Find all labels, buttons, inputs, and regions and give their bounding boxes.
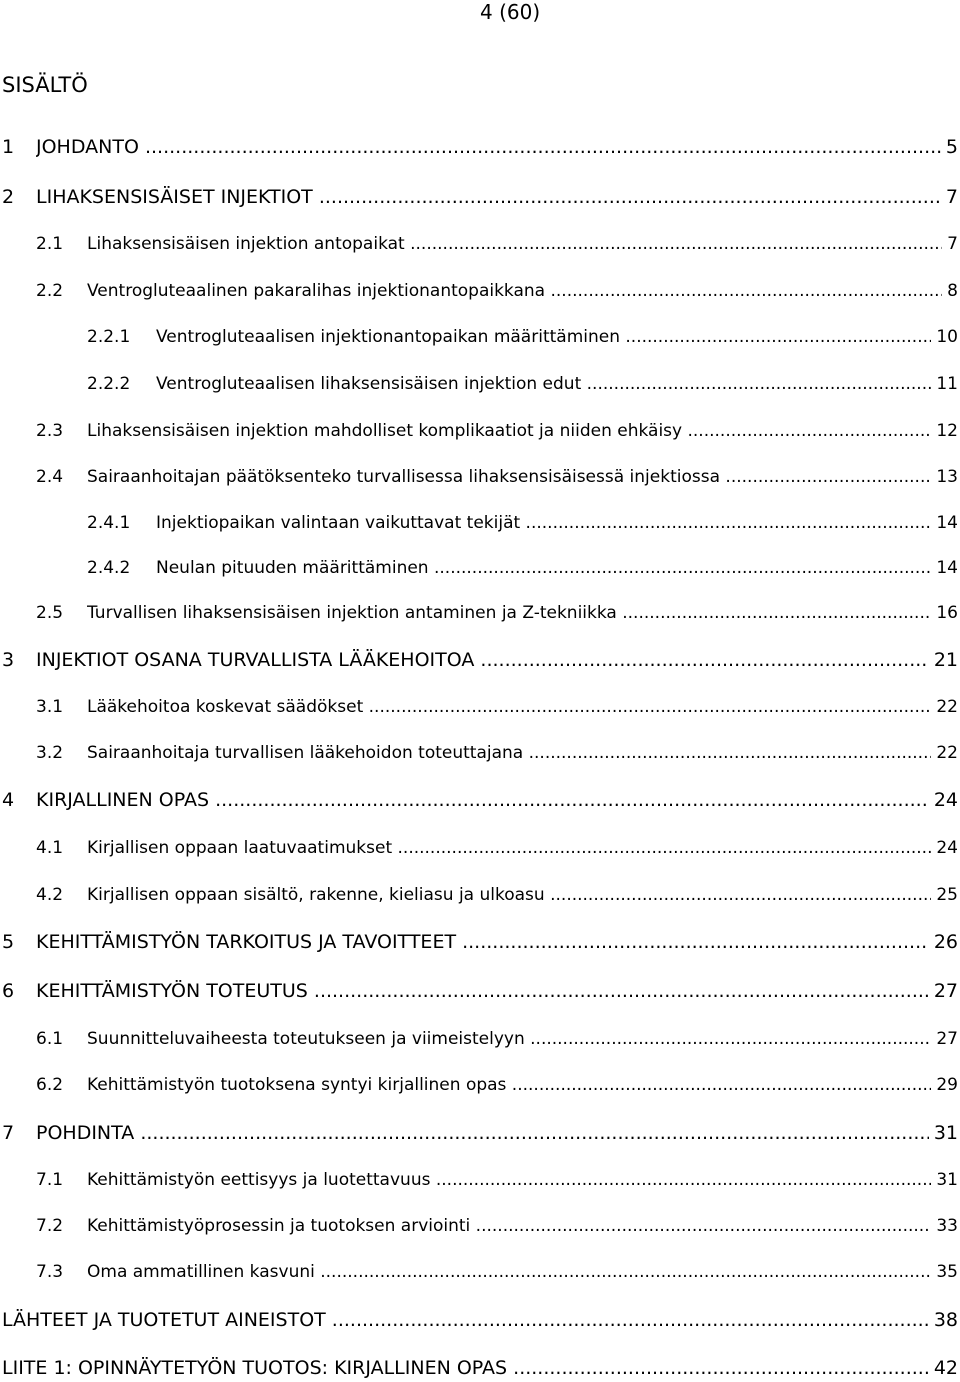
toc-entry[interactable] <box>0 417 958 445</box>
toc-entry-number: 6 <box>2 980 15 1002</box>
toc-entry[interactable] <box>0 1258 958 1286</box>
toc-entry-title: JOHDANTO ..... <box>36 133 958 161</box>
toc-entry[interactable] <box>0 323 958 351</box>
toc-entry[interactable] <box>0 183 958 211</box>
toc-entry-page: 13 <box>931 463 958 491</box>
toc-entry-page: 24 <box>931 834 958 862</box>
toc-entry[interactable] <box>0 834 958 862</box>
toc-entry-page: 27 <box>929 977 958 1005</box>
toc-entry-page: 14 <box>931 509 958 537</box>
toc-entry-title: Lihaksensisäisen injektion mahdolliset komplikaatiot ja niiden ehkäisy ..... <box>87 417 958 445</box>
toc-entry-title: Ventrogluteaalisen injektionantopaikan määrittäminen ..... <box>156 323 958 351</box>
toc-entry[interactable] <box>0 928 958 956</box>
toc-entry-title: Kehittämistyöprosessin ja tuotoksen arviointi ..... <box>87 1212 958 1240</box>
toc-entry-page: 14 <box>931 554 958 582</box>
toc-entry-page: 38 <box>929 1306 958 1334</box>
toc-entry-page: 31 <box>931 1166 958 1194</box>
toc-entry-number: 2.2 <box>36 281 64 301</box>
toc-entry-page: 7 <box>941 183 958 211</box>
toc-entry-page: 5 <box>941 133 958 161</box>
toc-entry-title: Turvallisen lihaksensisäisen injektion antaminen ja Z-tekniikka ..... <box>87 599 958 627</box>
toc-entry-page: 22 <box>931 739 958 767</box>
toc-entry-page: 24 <box>929 786 958 814</box>
toc-entry-page: 7 <box>942 230 958 258</box>
toc-entry-title: INJEKTIOT OSANA TURVALLISTA LÄÄKEHOITOA ..... <box>36 646 958 674</box>
toc-entry-title: Kirjallisen oppaan sisältö, rakenne, kieliasu ja ulkoasu ..... <box>87 881 958 909</box>
toc-entry-page: 29 <box>931 1071 958 1099</box>
toc-entry-page: 12 <box>931 417 958 445</box>
toc-entry-title: Kehittämistyön tuotoksena syntyi kirjallinen opas ..... <box>87 1071 958 1099</box>
toc-entry[interactable] <box>0 693 958 721</box>
toc-entry-number: 3 <box>2 649 15 671</box>
toc-entry-title: LÄHTEET JA TUOTETUT AINEISTOT ..... <box>2 1306 958 1334</box>
toc-entry-title: Sairaanhoitaja turvallisen lääkehoidon toteuttajana ..... <box>87 739 958 767</box>
toc-entry-number: 7.1 <box>36 1170 64 1190</box>
toc-entry-title: KIRJALLINEN OPAS ..... <box>36 786 958 814</box>
toc-entry[interactable] <box>0 646 958 674</box>
toc-entry-title: POHDINTA ..... <box>36 1119 958 1147</box>
toc-entry-number: 7.3 <box>36 1262 64 1282</box>
toc-entry-page: 33 <box>931 1212 958 1240</box>
toc-heading: SISÄLTÖ <box>2 73 88 97</box>
page-number: 4 (60) <box>480 0 541 24</box>
toc-entry[interactable] <box>0 1119 958 1147</box>
toc-entry-title: Kirjallisen oppaan laatuvaatimukset ..... <box>87 834 958 862</box>
toc-entry-title: LIITE 1: OPINNÄYTETYÖN TUOTOS: KIRJALLINEN OPAS ..... <box>2 1354 958 1382</box>
toc-entry[interactable] <box>0 599 958 627</box>
toc-entry-number: 4.1 <box>36 838 64 858</box>
toc-entry-number: 2.5 <box>36 603 64 623</box>
toc-entry[interactable] <box>0 977 958 1005</box>
toc-entry-page: 22 <box>931 693 958 721</box>
toc-entry[interactable] <box>0 1354 958 1382</box>
toc-entry[interactable] <box>0 554 958 582</box>
toc-entry-number: 5 <box>2 931 15 953</box>
toc-entry[interactable] <box>0 133 958 161</box>
toc-entry-page: 35 <box>931 1258 958 1286</box>
toc-entry-title: Neulan pituuden määrittäminen ..... <box>156 554 958 582</box>
toc-entry[interactable] <box>0 1071 958 1099</box>
toc-entry[interactable] <box>0 1212 958 1240</box>
toc-entry[interactable] <box>0 370 958 398</box>
toc-entry-page: 42 <box>929 1354 958 1382</box>
toc-entry-page: 25 <box>931 881 958 909</box>
toc-entry-number: 3.2 <box>36 743 64 763</box>
toc-entry-page: 27 <box>931 1025 958 1053</box>
toc-entry-number: 2.3 <box>36 421 64 441</box>
toc-entry-page: 8 <box>942 277 958 305</box>
toc-entry-title: Lääkehoitoa koskevat säädökset ..... <box>87 693 958 721</box>
toc-entry-number: 7.2 <box>36 1216 64 1236</box>
toc-entry-number: 3.1 <box>36 697 64 717</box>
toc-entry-title: Injektiopaikan valintaan vaikuttavat tekijät ..... <box>156 509 958 537</box>
toc-entry-page: 11 <box>931 370 958 398</box>
toc-entry[interactable] <box>0 1166 958 1194</box>
toc-entry-title: Ventrogluteaalinen pakaralihas injektionantopaikkana ..... <box>87 277 958 305</box>
toc-entry-page: 16 <box>931 599 958 627</box>
toc-entry-page: 10 <box>931 323 958 351</box>
toc-entry-number: 6.1 <box>36 1029 64 1049</box>
toc-entry-number: 2.2.1 <box>87 327 131 347</box>
toc-entry-number: 2.4.1 <box>87 513 131 533</box>
toc-entry-page: 21 <box>929 646 958 674</box>
toc-entry-title: Sairaanhoitajan päätöksenteko turvallisessa lihaksensisäisessä injektiossa ..... <box>87 463 958 491</box>
toc-entry-number: 4.2 <box>36 885 64 905</box>
toc-entry-number: 1 <box>2 136 15 158</box>
toc-entry[interactable] <box>0 739 958 767</box>
toc-entry-number: 2.2.2 <box>87 374 131 394</box>
toc-entry-title: Lihaksensisäisen injektion antopaikat ..... <box>87 230 958 258</box>
toc-entry[interactable] <box>0 786 958 814</box>
toc-entry-title: Suunnitteluvaiheesta toteutukseen ja viimeistelyyn ..... <box>87 1025 958 1053</box>
toc-entry[interactable] <box>0 277 958 305</box>
toc-entry[interactable] <box>0 1025 958 1053</box>
toc-entry-number: 6.2 <box>36 1075 64 1095</box>
toc-entry-title: Oma ammatillinen kasvuni ..... <box>87 1258 958 1286</box>
toc-entry[interactable] <box>0 881 958 909</box>
toc-entry[interactable] <box>0 230 958 258</box>
toc-entry-page: 26 <box>929 928 958 956</box>
toc-entry-number: 2.1 <box>36 234 64 254</box>
toc-entry-page: 31 <box>929 1119 958 1147</box>
toc-entry[interactable] <box>0 1306 958 1334</box>
toc-entry-title: KEHITTÄMISTYÖN TARKOITUS JA TAVOITTEET ..... <box>36 928 958 956</box>
toc-entry-number: 2.4 <box>36 467 64 487</box>
toc-entry-title: LIHAKSENSISÄISET INJEKTIOT ..... <box>36 183 958 211</box>
toc-entry[interactable] <box>0 509 958 537</box>
toc-entry-number: 4 <box>2 789 15 811</box>
toc-entry-title: Kehittämistyön eettisyys ja luotettavuus ..... <box>87 1166 958 1194</box>
toc-entry-number: 2.4.2 <box>87 558 131 578</box>
toc-entry-number: 2 <box>2 186 15 208</box>
toc-entry-number: 7 <box>2 1122 15 1144</box>
toc-entry-title: Ventrogluteaalisen lihaksensisäisen injektion edut ..... <box>156 370 958 398</box>
toc-entry-title: KEHITTÄMISTYÖN TOTEUTUS ..... <box>36 977 958 1005</box>
toc-entry[interactable] <box>0 463 958 491</box>
